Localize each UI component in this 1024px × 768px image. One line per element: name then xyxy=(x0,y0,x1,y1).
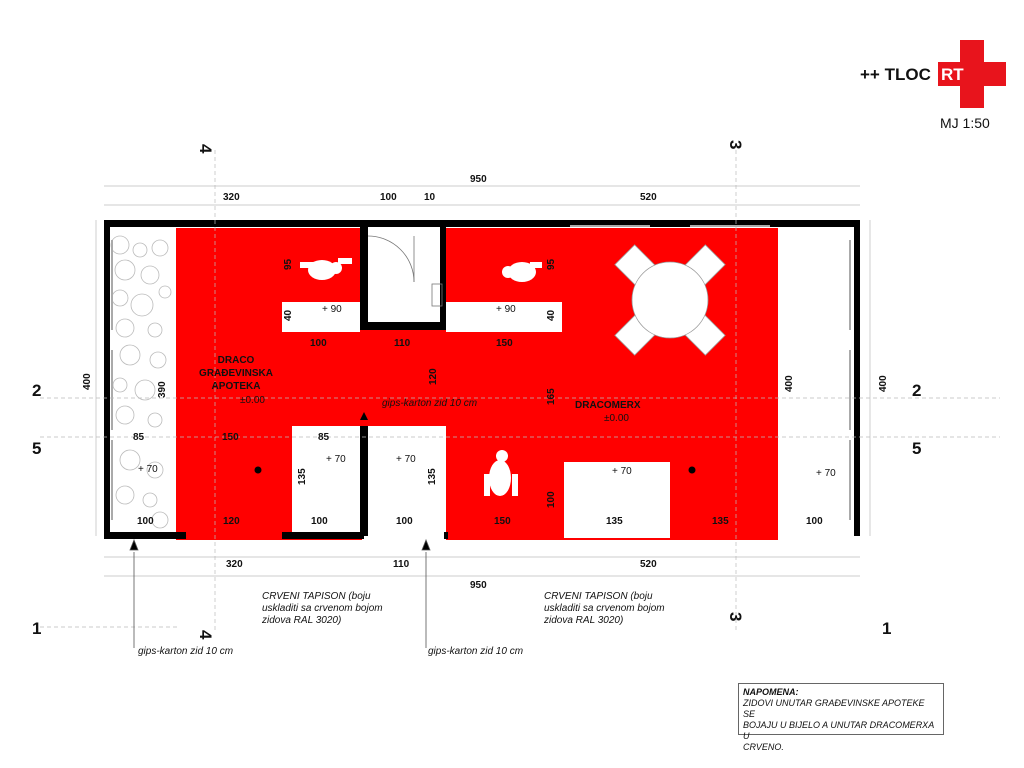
scale-label: MJ 1:50 xyxy=(940,115,990,131)
level-90-a: + 90 xyxy=(322,304,342,315)
note-gips-right: gips-karton zid 10 cm xyxy=(428,646,524,657)
dim-v-135b: 135 xyxy=(427,468,438,485)
dim-lower-100a: 100 xyxy=(137,516,154,527)
axis-2-right: 2 xyxy=(912,381,922,400)
dim-bottom-320: 320 xyxy=(226,559,243,570)
dim-lower-100b: 100 xyxy=(311,516,328,527)
level-70-c: + 70 xyxy=(396,454,416,465)
dim-lower-120: 120 xyxy=(223,516,240,527)
dim-bottom-520: 520 xyxy=(640,559,657,570)
level-90-b: + 90 xyxy=(496,304,516,315)
note-tapison-left-3: zidova RAL 3020) xyxy=(262,615,342,626)
note-tapison-left-1: CRVENI TAPISON (boju xyxy=(262,591,371,602)
dim-top-10: 10 xyxy=(424,192,436,203)
axis-4-bottom: 4 xyxy=(196,630,215,640)
dim-top-320: 320 xyxy=(223,192,240,203)
napomena-line2: BOJAJU U BIJELO A UNUTAR DRACOMERXA U xyxy=(743,720,934,741)
dim-lower-100d: 100 xyxy=(806,516,823,527)
level-dracomerx: ±0.00 xyxy=(604,413,629,424)
note-gips-left: gips-karton zid 10 cm xyxy=(138,646,234,657)
level-70-b: + 70 xyxy=(326,454,346,465)
note-tapison-right-2: uskladiti sa crvenom bojom xyxy=(544,603,665,614)
dim-total-bottom: 950 xyxy=(470,580,487,591)
level-70-d: + 70 xyxy=(612,466,632,477)
dim-v-135a: 135 xyxy=(297,468,308,485)
napomena-line3: CRVENO. xyxy=(743,742,784,752)
dim-v-95a: 95 xyxy=(283,258,294,270)
dim-lower-100c: 100 xyxy=(396,516,413,527)
axis-1-right: 1 xyxy=(882,619,892,638)
axis-3-bottom: 3 xyxy=(726,612,745,622)
dim-top-520: 520 xyxy=(640,192,657,203)
room-dracomerx: DRACOMERX xyxy=(575,400,641,411)
dim-lower-150b: 150 xyxy=(494,516,511,527)
note-tapison-right-1: CRVENI TAPISON (boju xyxy=(544,591,653,602)
dim-left-inner: 390 xyxy=(157,381,168,398)
level-apoteka: ±0.00 xyxy=(240,395,265,406)
logo xyxy=(860,40,1006,108)
room-apoteka-line2: GRAĐEVINSKA xyxy=(199,368,273,379)
dim-right-inner: 400 xyxy=(784,375,795,392)
dim-upper-110: 110 xyxy=(394,338,411,349)
napomena-line1: ZIDOVI UNUTAR GRAĐEVINSKE APOTEKE SE xyxy=(743,698,925,719)
dim-left-outer: 400 xyxy=(82,373,93,390)
title-prefix: ++ TLOC xyxy=(860,65,931,84)
axis-1-left: 1 xyxy=(32,619,42,638)
dim-v-40b: 40 xyxy=(546,309,557,321)
dim-upper-100: 100 xyxy=(310,338,327,349)
axis-5-right: 5 xyxy=(912,439,922,458)
note-gips-mid: gips-karton zid 10 cm xyxy=(382,398,478,409)
dim-lower-150: 150 xyxy=(222,432,239,443)
dim-v-165: 165 xyxy=(546,388,557,405)
title-suffix: RT xyxy=(941,65,964,84)
level-70-a: + 70 xyxy=(138,464,158,475)
level-70-e: + 70 xyxy=(816,468,836,479)
dim-lower-135b: 135 xyxy=(712,516,729,527)
note-tapison-left-2: uskladiti sa crvenom bojom xyxy=(262,603,383,614)
dim-right-outer: 400 xyxy=(878,375,889,392)
dim-total-top: 950 xyxy=(470,174,487,185)
axis-4-top: 4 xyxy=(196,144,215,154)
dim-bottom-110: 110 xyxy=(393,559,410,570)
room-apoteka-line1: DRACO xyxy=(217,355,255,366)
dim-v-100: 100 xyxy=(546,491,557,508)
dim-lower-85a: 85 xyxy=(133,432,145,443)
dim-lower-135a: 135 xyxy=(606,516,623,527)
note-tapison-right-3: zidova RAL 3020) xyxy=(544,615,624,626)
dim-v-120: 120 xyxy=(428,368,439,385)
axis-2-left: 2 xyxy=(32,381,42,400)
dim-lower-85b: 85 xyxy=(318,432,330,443)
axis-5-left: 5 xyxy=(32,439,42,458)
dim-v-40a: 40 xyxy=(283,309,294,321)
napomena-box xyxy=(738,683,944,752)
room-apoteka-line3: APOTEKA xyxy=(211,381,261,392)
dim-top-100: 100 xyxy=(380,192,397,203)
dim-v-95b: 95 xyxy=(546,258,557,270)
napomena-heading: NAPOMENA: xyxy=(743,687,799,697)
dim-upper-150: 150 xyxy=(496,338,513,349)
axis-3-top: 3 xyxy=(726,140,745,150)
